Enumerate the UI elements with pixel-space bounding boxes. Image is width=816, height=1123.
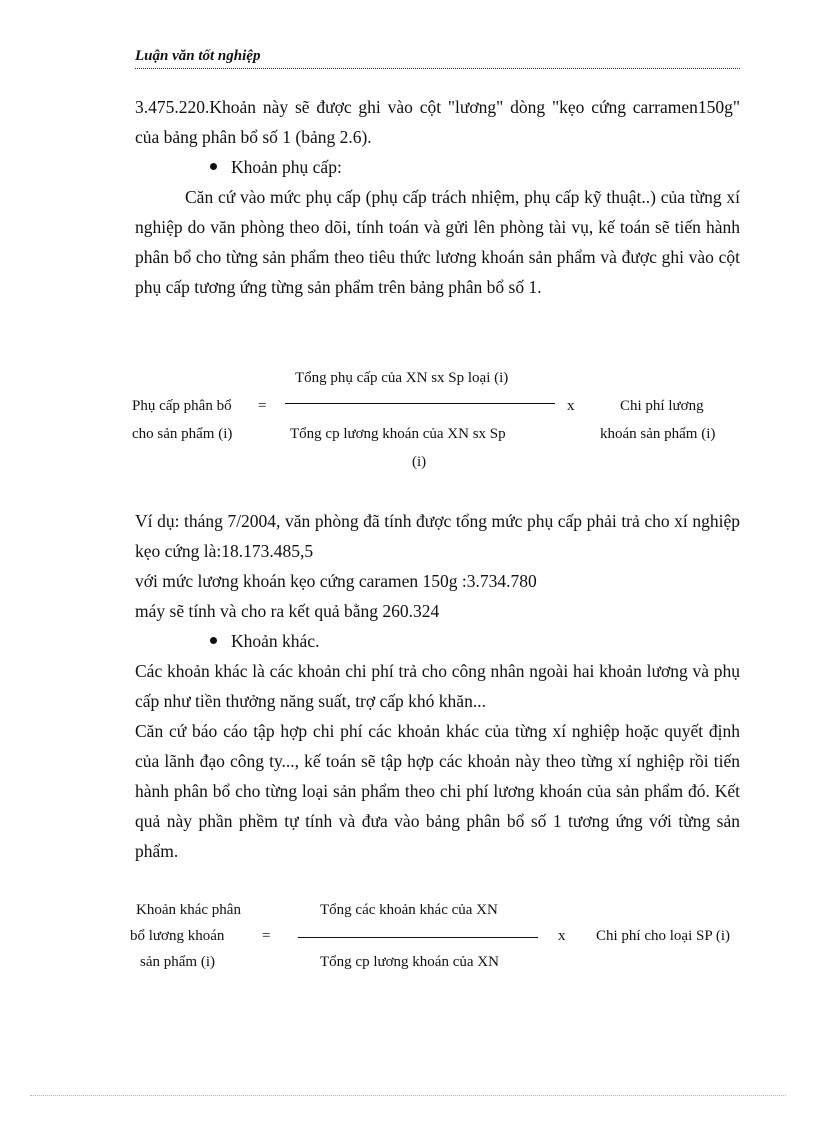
bullet-allowance-label: Khoản phụ cấp: — [231, 157, 342, 177]
bullet-dot-icon — [210, 637, 217, 644]
example-result-line: máy sẽ tính và cho ra kết quả bằng 260.324 — [135, 601, 440, 621]
formula1-lhs-line2: cho sản phẩm (i) — [132, 426, 233, 442]
bullet-other — [210, 626, 319, 656]
formula2-lhs-line3: sản phẩm (i) — [140, 954, 215, 970]
formula1-rhs-line1: Chi phí lương — [620, 398, 704, 414]
formula1-equals: = — [258, 398, 267, 414]
formula2-rhs: Chi phí cho loại SP (i) — [596, 928, 731, 944]
paragraph-salary-allocation: 3.475.220.Khoản này sẽ được ghi vào cột "lương" dòng "kẹo cứng carramen150g" của bảng phân bổ số 1 (bảng 2.6). — [135, 97, 740, 147]
formula2-lhs-line1: Khoản khác phân — [136, 902, 241, 918]
formula-allowance — [130, 360, 750, 480]
formula2-times: x — [558, 928, 566, 944]
bullet-allowance — [210, 152, 342, 182]
formula2-numerator: Tổng các khoản khác của XN — [320, 902, 498, 918]
formula1-lhs-line1: Phụ cấp phân bổ — [132, 398, 232, 414]
example-salary-line: với mức lương khoán kẹo cứng caramen 150g :3.734.780 — [135, 571, 537, 591]
formula2-lhs-line2: bổ lương khoán — [130, 928, 225, 944]
formula1-numerator: Tổng phụ cấp của XN sx Sp loại (i) — [295, 370, 509, 386]
formula2-equals: = — [262, 928, 271, 944]
formula-other — [130, 898, 750, 978]
formula2-fraction-bar — [298, 937, 538, 938]
running-header: Luận văn tốt nghiệp — [135, 48, 261, 64]
formula1-rhs-line2: khoán sản phẩm (i) — [600, 426, 716, 442]
header-divider — [135, 68, 740, 69]
formula1-fraction-bar — [285, 403, 555, 404]
formula2-denominator: Tổng cp lương khoán của XN — [320, 954, 499, 970]
formula1-times: x — [567, 398, 575, 414]
bullet-dot-icon — [210, 163, 217, 170]
formula1-denominator: Tổng cp lương khoán của XN sx Sp — [290, 426, 506, 442]
formula1-denominator-cont: (i) — [412, 454, 427, 470]
paragraph-allowance-description: Căn cứ vào mức phụ cấp (phụ cấp trách nhiệm, phụ cấp kỹ thuật..) của từng xí nghiệp do văn phòng theo dõi, tính toán và gửi lên phòng tài vụ, kế toán sẽ tiến hành phân bổ cho từng sản phẩm theo tiêu thức lương khoán sản phẩm và được ghi vào cột phụ cấp tương ứng từng sản phẩm trên bảng phân bổ số 1. — [135, 187, 740, 297]
paragraph-other-allocation: Căn cứ báo cáo tập hợp chi phí các khoản khác của từng xí nghiệp hoặc quyết định của lãnh đạo công ty..., kế toán sẽ tập hợp các khoản này theo từng xí nghiệp rồi tiến hành phân bổ cho từng loại sản phẩm theo chi phí lương khoán của sản phẩm đó. Kết quả này phần phềm tự tính và đưa vào bảng phân bổ số 1 tương ứng với từng sản phẩm. — [135, 721, 740, 861]
paragraph-example: Ví dụ: tháng 7/2004, văn phòng đã tính được tổng mức phụ cấp phải trả cho xí nghiệp kẹo cứng là:18.173.485,5 — [135, 511, 740, 561]
paragraph-other-definition: Các khoản khác là các khoản chi phí trả cho công nhân ngoài hai khoản lương và phụ cấp như tiền thưởng năng suất, trợ cấp khó khăn... — [135, 661, 740, 711]
bullet-other-label: Khoản khác. — [231, 631, 320, 651]
footer-divider — [30, 1095, 786, 1096]
